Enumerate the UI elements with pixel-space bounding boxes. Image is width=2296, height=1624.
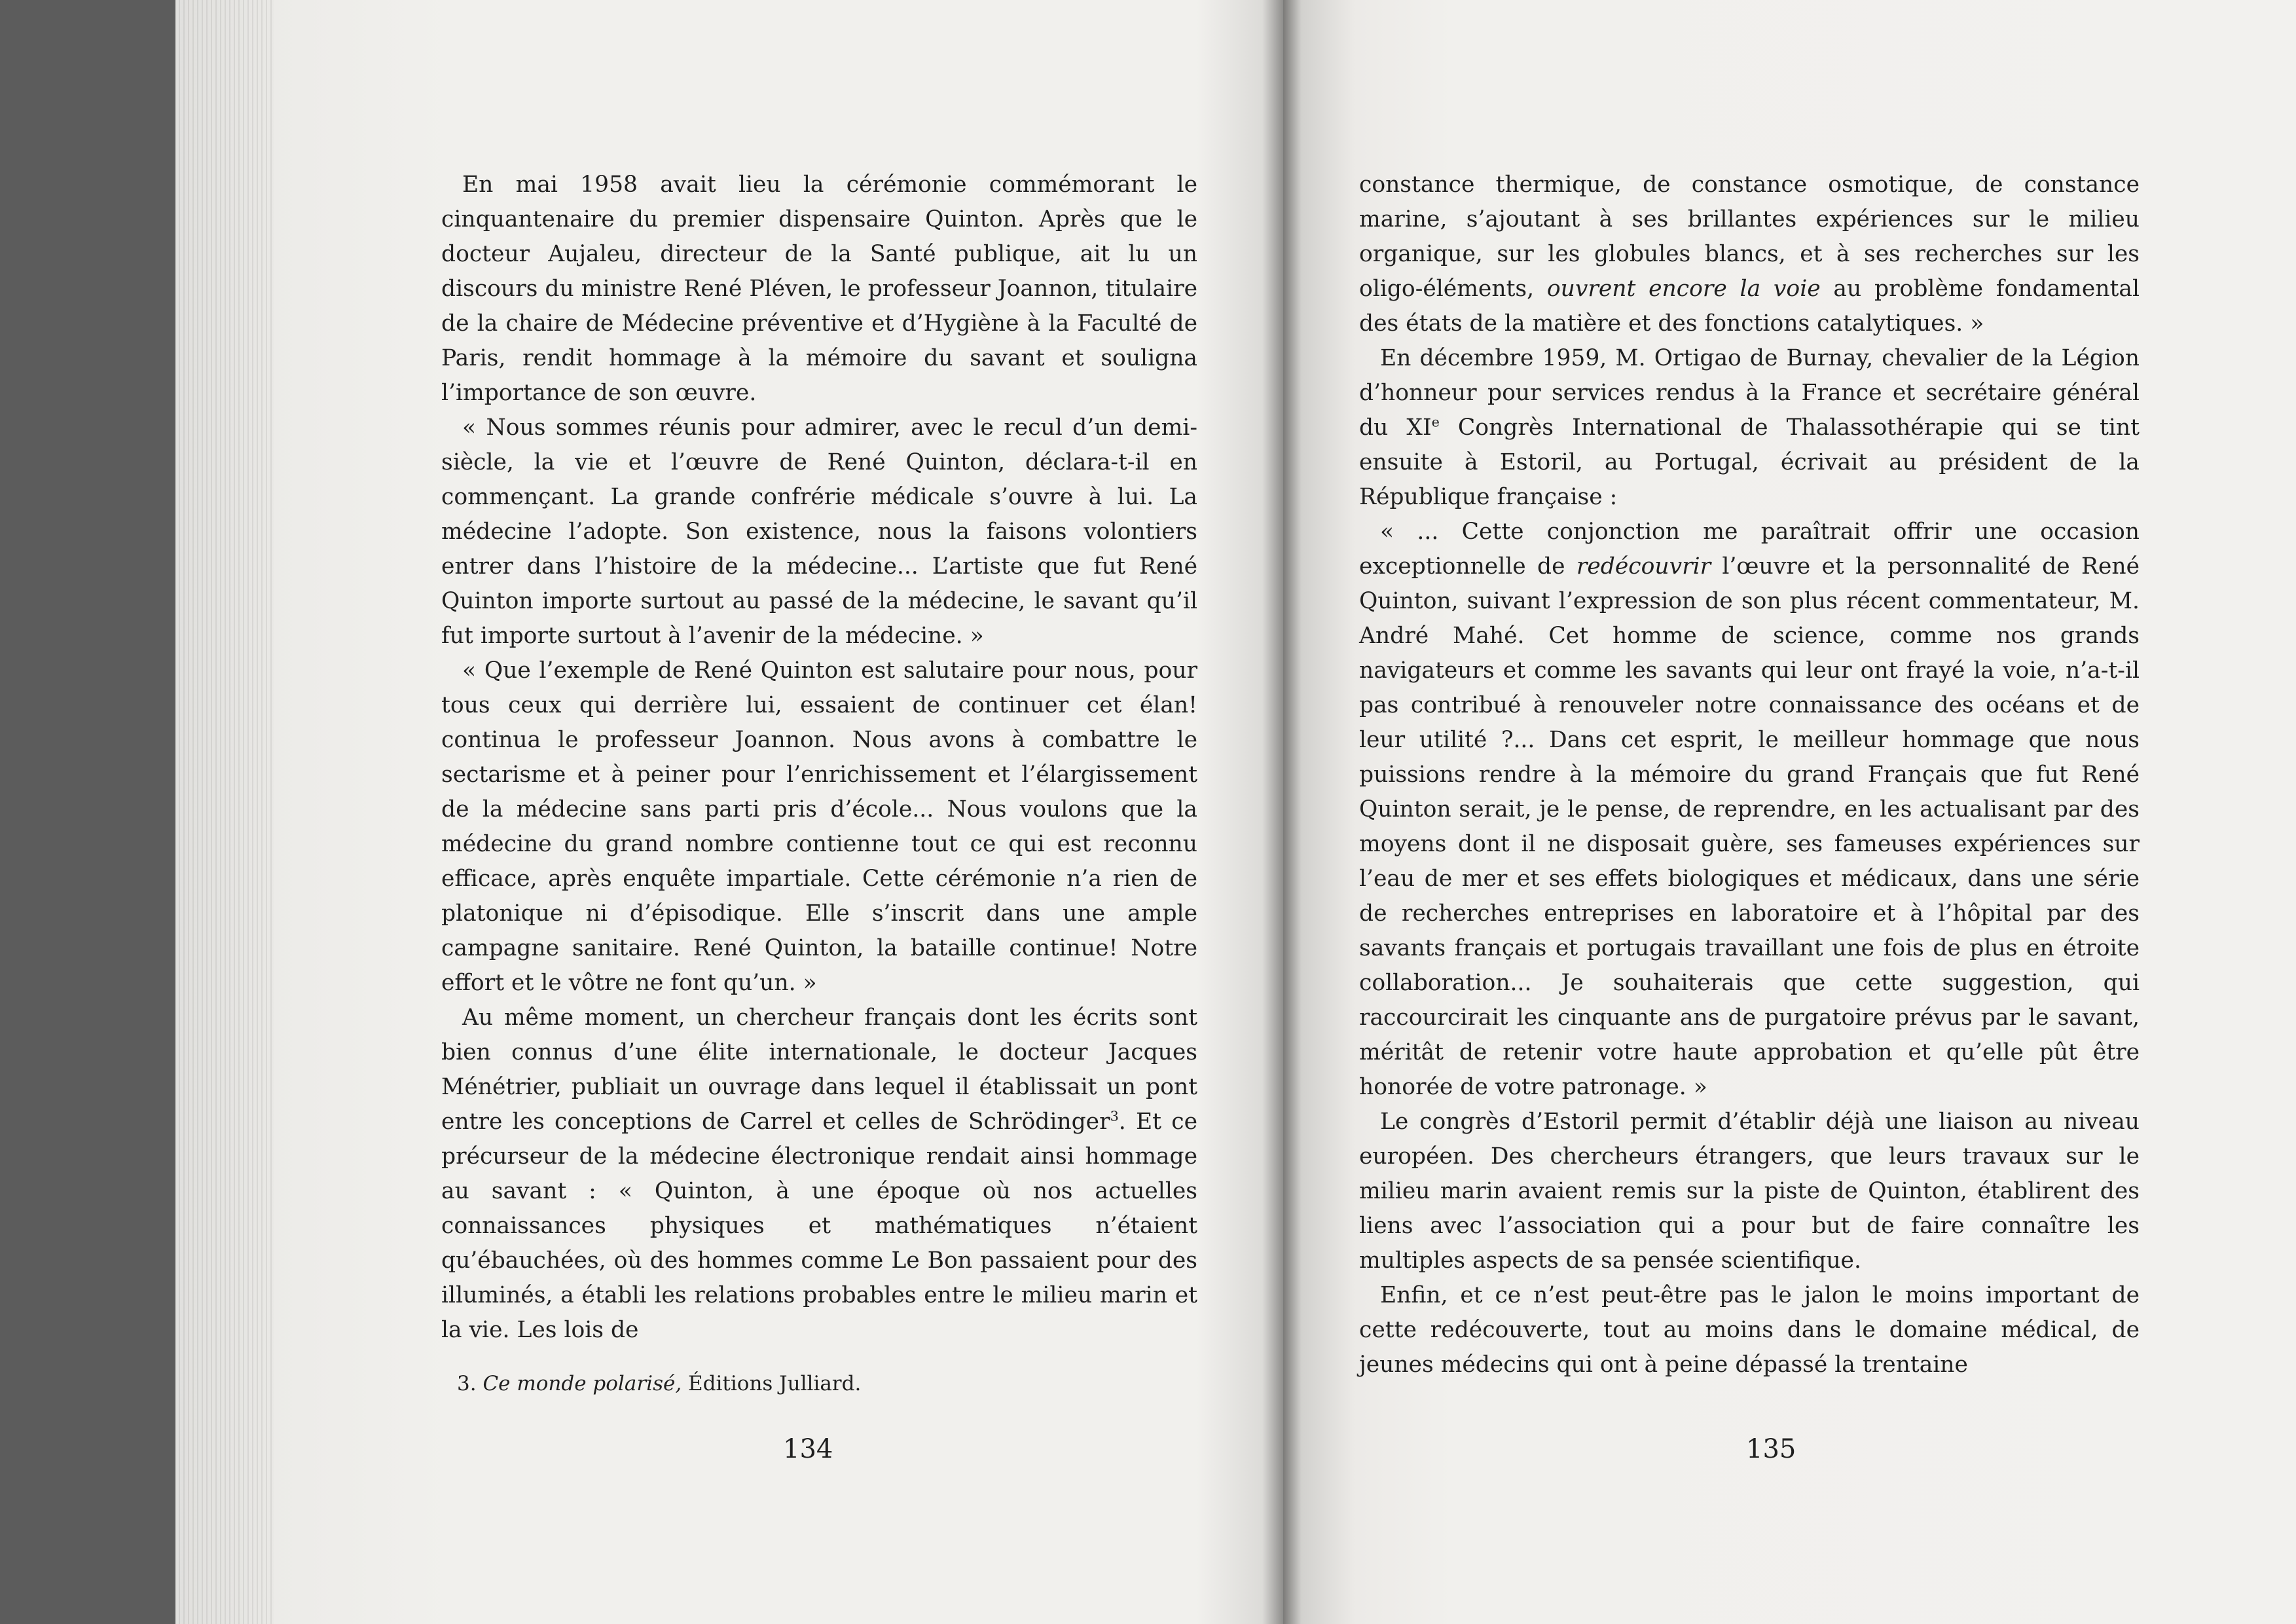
paragraph	[1359, 341, 2140, 515]
paragraph-text: l’œuvre et la personnalité de René Quinton, suivant l’expression de son plus récent commentateur, M. André Mahé. Cet homme de science, comme nos grands navigateurs et comme les savants qui leur ont frayé la voie, n’a-t-il pas contribué à renouveler notre connaissance des océans et de leur utilité ?... Dans cet esprit, le meilleur hommage que nous puissions rendre à la mémoire du grand Français que fut René Quinton serait, je le pense, de reprendre, en les actualisant par des moyens dont il ne disposait guère, ses fameuses expériences sur l’eau de mer et ses effets biologiques et médicaux, dans une série de recherches entreprises en laboratoire et à l’hôpital par des savants français et portugais travaillant une fois de plus en étroite collaboration... Je souhaiterais que cette suggestion, qui raccourcirait les cinquante ans de purgatoire prévus par le savant, méritât de retenir votre haute approbation et qu’elle pût être honorée de votre patronage. »	[1359, 553, 2140, 1100]
right-page-text	[1359, 168, 2140, 1382]
paragraph-text: . Et ce précurseur de la médecine électronique rendait ainsi hommage au savant : « Quinton, à une époque où nos actuelles connaissances physiques et mathématiques n’étaient qu’ébauchées, où des hommes comme Le Bon passaient pour des illuminés, a établi les relations probables entre le milieu marin et la vie. Les lois de	[441, 1109, 1197, 1343]
paragraph-text: « ... Cette conjonction me paraîtrait offrir une occasion exceptionnelle de	[1359, 519, 2140, 580]
left-page-text	[441, 168, 1197, 1348]
paragraph: Enfin, et ce n’est peut-être pas le jalon le moins important de cette redécouverte, tout au moins dans le domaine médical, de jeunes médecins qui ont à peine dépassé la trentaine	[1359, 1282, 2140, 1378]
paragraph-text: Au même moment, un chercheur français dont les écrits sont bien connus d’une élite internationale, le docteur Jacques Ménétrier, publiait un ouvrage dans lequel il établissait un pont entre les conceptions de Carrel et celles de Schrödinger	[441, 1005, 1197, 1135]
paragraph-text: En décembre 1959, M. Ortigao de Burnay, chevalier de la Légion d’honneur pour services rendus à la France et secrétaire général du XI	[1359, 345, 2140, 441]
page-edges	[175, 0, 274, 1624]
paragraph: « Que l’exemple de René Quinton est salutaire pour nous, pour tous ceux qui derrière lui, essaient de continuer cet élan! continua le professeur Joannon. Nous avons à combattre le sectarisme et à peiner pour l’enrichissement et l’élargissement de la médecine sans parti pris d’école... Nous voulons que la médecine du grand nombre contienne tout ce qui est reconnu efficace, après enquête impartiale. Cette cérémonie n’a rien de platonique ni d’épisodique. Elle s’inscrit dans une ample campagne sanitaire. René Quinton, la bataille continue! Notre effort et le vôtre ne font qu’un. »	[441, 657, 1197, 996]
paragraph: « Nous sommes réunis pour admirer, avec le recul d’un demi-siècle, la vie et l’œuvre de René Quinton, déclara-t-il en commençant. La grande confrérie médicale s’ouvre à lui. La médecine l’adopte. Son existence, nous la faisons volontiers entrer dans l’histoire de la médecine... L’artiste que fut René Quinton importe surtout au passé de la médecine, le savant qu’il fut importe surtout à l’avenir de la médecine. »	[441, 415, 1197, 649]
superscript: e	[1431, 414, 1440, 430]
paragraph: Le congrès d’Estoril permit d’établir déjà une liaison au niveau européen. Des chercheurs étrangers, que leurs travaux sur le milieu marin avaient remis sur la piste de Quinton, établirent des liens avec l’association qui a pour but de faire connaître les multiples aspects de sa pensée scientifique.	[1359, 1109, 2140, 1274]
paragraph	[441, 1001, 1197, 1348]
paragraph	[1359, 515, 2140, 1105]
emphasis: redécouvrir	[1576, 553, 1711, 580]
footnote-text: Éditions Julliard.	[688, 1372, 862, 1395]
footnote	[457, 1372, 861, 1395]
footnote-marker: 3	[1110, 1108, 1119, 1124]
page-number: 135	[1746, 1434, 1796, 1464]
emphasis: ouvrent encore la voie	[1546, 276, 1821, 302]
page-number: 134	[783, 1434, 833, 1464]
paragraph	[1359, 168, 2140, 341]
paragraph-text: au problème fondamental des états de la matière et des fonctions catalytiques. »	[1359, 276, 2140, 337]
footnote-title: Ce monde polarisé,	[483, 1372, 682, 1395]
paragraph-text: Congrès International de Thalassothérapie qui se tint ensuite à Estoril, au Portugal, écrivait au président de la République française :	[1359, 415, 2140, 510]
paragraph-text: constance thermique, de constance osmotique, de constance marine, s’ajoutant à ses brillantes expériences sur le milieu organique, sur les globules blancs, et à ses recherches sur les oligo-éléments,	[1359, 172, 2140, 302]
footnote-number: 3.	[457, 1372, 477, 1395]
paragraph: En mai 1958 avait lieu la cérémonie commémorant le cinquantenaire du premier dispensaire Quinton. Après que le docteur Aujaleu, directeur de la Santé publique, ait lu un discours du ministre René Pléven, le professeur Joannon, titulaire de la chaire de Médecine préventive et d’Hygiène à la Faculté de Paris, rendit hommage à la mémoire du savant et souligna l’importance de son œuvre.	[441, 172, 1197, 406]
